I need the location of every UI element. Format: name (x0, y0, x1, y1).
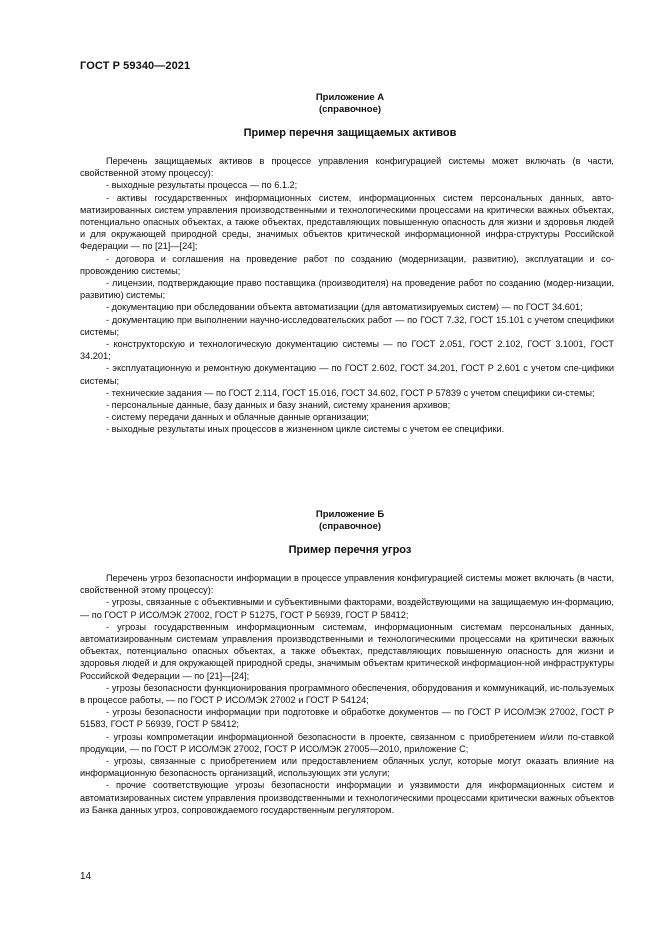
appendix-a-list-item: - технические задания — по ГОСТ 2.114, ГОСТ 15.016, ГОСТ 34.602, ГОСТ Р 57839 с учетом специфики си-стемы; (106, 387, 595, 398)
appendix-a-list-item: - активы государственных информационных систем, информационных систем персональных данных, авто-матизированных систем управления производственными и технологическими процессами на критически важных объектах, потенциально опасных объектах, а также объектах, представляющих повышенную опасность для жизни и здоровья людей и для окружающей природной среды, значимых объектов критической информационной инфра-структуры Российской Федерации — по [21]—[24]; (80, 192, 614, 252)
appendix-a-list-item: - документацию при выполнении научно-исследовательских работ — по ГОСТ 7.32, ГОСТ 15.101 с учетом специфики системы; (80, 314, 614, 337)
appendix-b-list-item: - угрозы компрометации информационной безопасности в проекте, связанном с приобретением и/или по-ставкой продукции, — по ГОСТ Р ИСО/МЭК 27002, ГОСТ Р ИСО/МЭК 27005—2010, приложение С; (80, 731, 614, 754)
appendix-b-list-item: - угрозы безопасности функционирования программного обеспечения, оборудования и коммуникаций, ис-пользуемых в процессе работы, — по ГОСТ Р ИСО/МЭК 27002 и ГОСТ Р 54124; (80, 682, 614, 706)
appendix-a-list-item: - документацию при обследовании объекта автоматизации (для автоматизируемых систем) — по ГОСТ 34.601; (106, 302, 583, 313)
appendix-b-list-item: - угрозы, связанные с приобретением или предоставлением облачных услуг, которые могут оказать влияние на информационную безопасность организаций, использующих эти услуги; (80, 756, 614, 779)
appendix-a-list-item: - выходные результаты иных процессов в жизненном цикле системы с учетом ее специфики. (106, 424, 505, 435)
appendix-b-note: (справочное) (318, 521, 382, 532)
appendix-a-note: (справочное) (318, 104, 382, 115)
appendix-a-list-item: - лицензии, подтверждающие право поставщика (производителя) на проведение работ по созданию (модер-низации, развитию) системы; (80, 278, 614, 301)
appendix-b-list-item: - угрозы государственным информационным системам, информационным системам персональных данных, автоматизированным системам управления производственными и технологическими процессами на критически важных объектах, потенциально опасных объектах, а также объектах, представляющих повышенную опасность для жизни и здоровья людей и для окружающей природной среды, значимым объектам критической информацион-ной инфраструктуры Российской Федерации — по [21]—[24]; (80, 621, 614, 681)
appendix-b-title: Пример перечня угроз (288, 544, 412, 556)
appendix-a-list-item: - эксплуатационную и ремонтную документацию — по ГОСТ 2.602, ГОСТ 34.201, ГОСТ Р 2.601 с учетом спе-цифики системы; (80, 363, 614, 386)
appendix-a-title: Пример перечня защищаемых активов (243, 127, 457, 139)
appendix-a-list-item: - выходные результаты процесса — по 6.1.2; (106, 180, 298, 191)
appendix-b-heading (80, 509, 620, 533)
appendix-a-body (80, 155, 614, 436)
appendix-b-body (80, 572, 614, 816)
document-code-header: ГОСТ Р 59340—2021 (80, 60, 191, 72)
appendix-a-label: Приложение А (315, 92, 385, 103)
appendix-a-list-item: - конструкторскую и технологическую документацию системы — по ГОСТ 2.051, ГОСТ 2.102, ГОСТ 3.1001, ГОСТ 34.201; (80, 339, 614, 362)
appendix-a-heading (80, 92, 620, 116)
appendix-a-list-item: - персональные данные, базу данных и базу знаний, систему хранения архивов; (106, 400, 451, 411)
appendix-a-paragraph: Перечень защищаемых активов в процессе управления конфигурацией системы может включать (в части, свойственной этому процессу): (80, 156, 614, 179)
appendix-b-paragraph: Перечень угроз безопасности информации в процессе управления конфигурацией системы может включать (в части, свойственной этому процессу): (80, 573, 614, 596)
appendix-b-label: Приложение Б (315, 509, 385, 520)
appendix-a-list-item: - систему передачи данных и облачные данные организации; (106, 412, 369, 423)
page-number: 14 (80, 871, 92, 882)
appendix-b-list-item: - угрозы, связанные с объективными и субъективными факторами, воздействующими на защищаемую ин-формацию, — по ГОСТ Р ИСО/МЭК 27002, ГОСТ Р 51275, ГОСТ Р 56939, ГОСТ Р 58412; (80, 597, 614, 620)
appendix-a-list-item: - договора и соглашения на проведение работ по созданию (модернизации, развитию), эксплуатации и со-провождению системы; (80, 253, 614, 276)
appendix-b-list-item: - угрозы безопасности информации при подготовке и обработке документов — по ГОСТ Р ИСО/МЭК 27002, ГОСТ Р 51583, ГОСТ Р 56939, ГОСТ Р 58412; (80, 707, 614, 730)
appendix-b-list-item: - прочие соответствующие угрозы безопасности информации и уязвимости для информационных систем и автоматизированных систем управления производственными и технологическими процессами критически важных объектов из Банка данных угроз, сопровождаемого государственным регулятором. (80, 780, 614, 815)
